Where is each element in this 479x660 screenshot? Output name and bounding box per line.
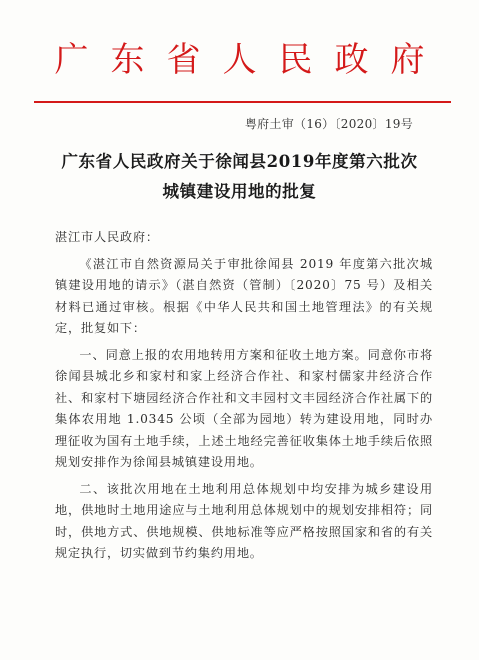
paragraph-item-1: 一、同意上报的农用地转用方案和征收土地方案。同意你市将徐闻县城北乡和家村和家上经济合作社、和家村儒家井经济合作社、和家村下塘园经济合作社和文丰园村文丰园经济合作社属下的集体农用地 1.0345 公顷（全部为园地）转为建设用地，同时办理征收为国有土地手续，上述土地经完善征收集体土地手续后依照规划安排作为徐闻县城镇建设用地。 — [55, 347, 433, 469]
paragraph-intro: 《湛江市自然资源局关于审批徐闻县 2019 年度第六批次城镇建设用地的请示》（湛自然资（管制）〔2020〕75 号）及相关材料已通过审核。根据《中华人民共和国土地管理法》的有关规定，批复如下： — [55, 256, 433, 335]
red-divider-line — [34, 101, 451, 103]
document-body — [55, 227, 433, 570]
document-title — [0, 147, 479, 207]
document-number: 粤府土审（16）〔2020〕19号 — [244, 117, 413, 131]
document-title-line-2: 城镇建设用地的批复 — [162, 182, 317, 201]
issuer-heading: 广东省人民政府 — [54, 40, 447, 80]
document-title-line-1: 广东省人民政府关于徐闻县2019年度第六批次 — [61, 152, 418, 171]
recipient-line: 湛江市人民政府： — [55, 230, 159, 244]
paragraph-item-2: 二、该批次用地在土地利用总体规划中均安排为城乡建设用地，供地时土地用途应与土地利用总体规划中的规划安排相符；同时，供地方式、供地规模、供地标准等应严格按照国家和省的有关规定执行，切实做到节约集约用地。 — [55, 481, 433, 560]
